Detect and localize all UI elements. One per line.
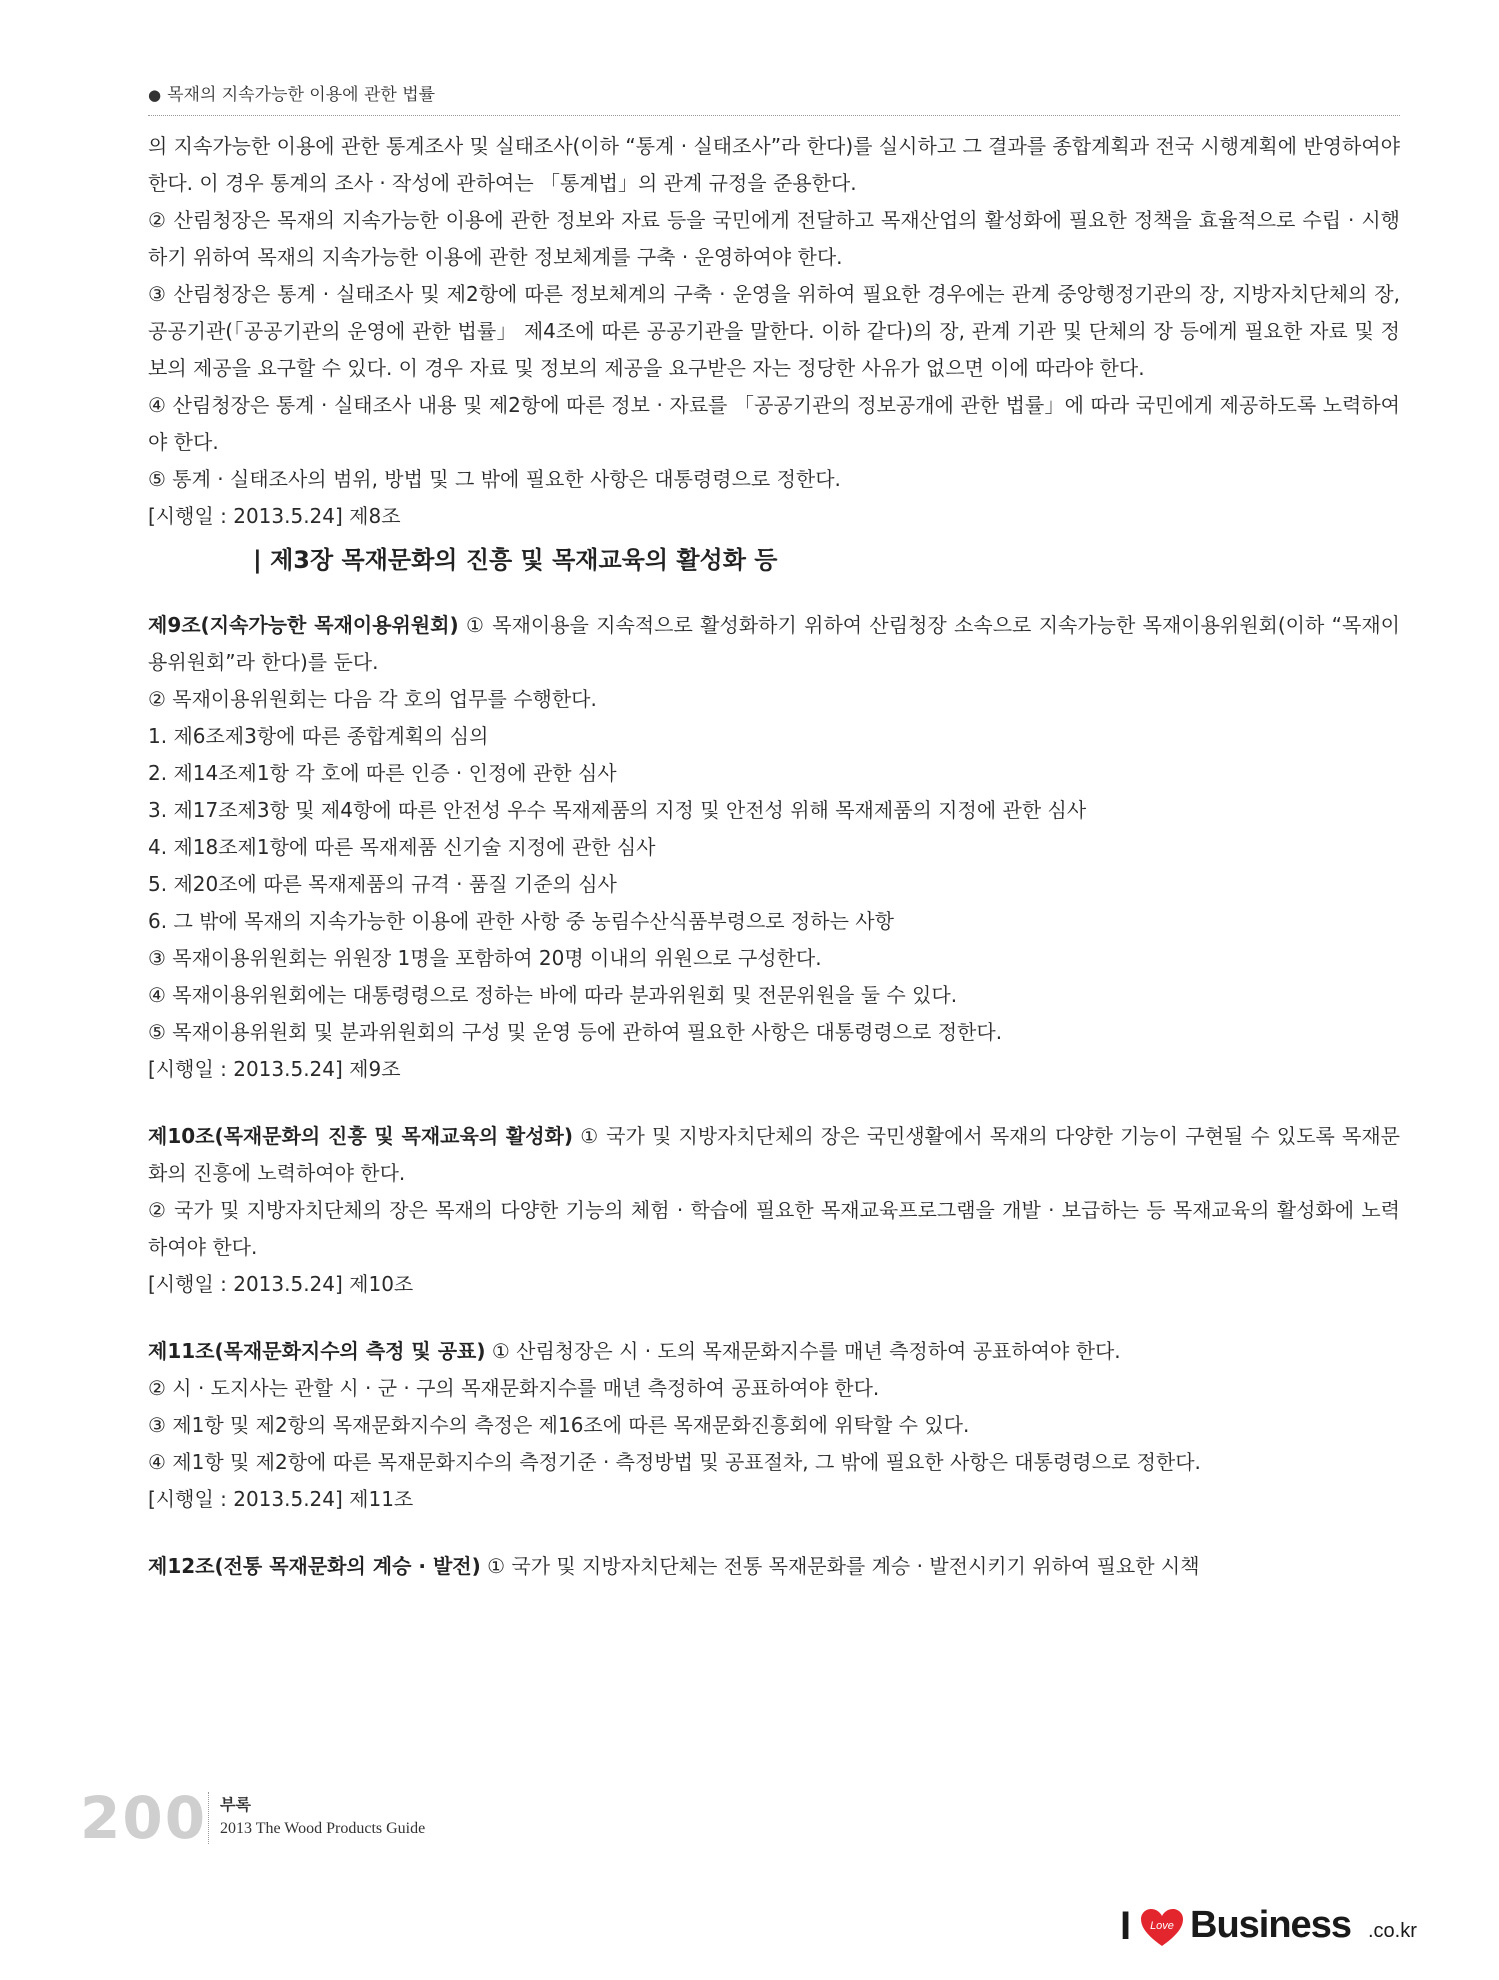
intro-paragraph-2: ② 산림청장은 목재의 지속가능한 이용에 관한 정보와 자료 등을 국민에게 전달하고 목재산업의 활성화에 필요한 정책을 효율적으로 수립 · 시행하기 위하여 목재의 지속가능한 이용에 관한 정보체계를 구축 · 운영하여야 한다. <box>148 208 1400 269</box>
article-10-effective-date: [시행일 : 2013.5.24] 제10조 <box>148 1272 414 1296</box>
article-10-paragraph-2: ② 국가 및 지방자치단체의 장은 목재의 다양한 기능의 체험 · 학습에 필요한 목재교육프로그램을 개발 · 보급하는 등 목재교육의 활성화에 노력하여야 한다. <box>148 1198 1400 1259</box>
article-9-item: 3. 제17조제3항 및 제4항에 따른 안전성 우수 목재제품의 지정 및 안전성 위해 목재제품의 지정에 관한 심사 <box>148 798 1087 822</box>
article-10-paragraph-1 <box>148 1118 1400 1192</box>
intro-paragraph-5: ⑤ 통계 · 실태조사의 범위, 방법 및 그 밖에 필요한 사항은 대통령령으로 정한다. <box>148 467 841 491</box>
intro-paragraph-4: ④ 산림청장은 통계 · 실태조사 내용 및 제2항에 따른 정보 · 자료를 「공공기관의 정보공개에 관한 법률」에 따라 국민에게 제공하도록 노력하여야 한다. <box>148 393 1400 454</box>
article-9-paragraph-2: ② 목재이용위원회는 다음 각 호의 업무를 수행한다. <box>148 687 597 711</box>
footer-section-label: 부록 <box>220 1795 251 1814</box>
article-9-paragraph-5: ⑤ 목재이용위원회 및 분과위원회의 구성 및 운영 등에 관하여 필요한 사항은 대통령령으로 정한다. <box>148 1020 1003 1044</box>
header-title: 목재의 지속가능한 이용에 관한 법률 <box>167 85 436 105</box>
article-9-paragraph-1 <box>148 607 1400 681</box>
footer-divider <box>208 1792 210 1844</box>
brand-logo-domain: .co.kr <box>1368 1920 1417 1942</box>
page-footer <box>80 1786 1420 1966</box>
article-11-effective-date: [시행일 : 2013.5.24] 제11조 <box>148 1487 414 1511</box>
article-9-paragraph-4: ④ 목재이용위원회에는 대통령령으로 정하는 바에 따라 분과위원회 및 전문위원을 둘 수 있다. <box>148 983 958 1007</box>
chapter-title: | 제3장 목재문화의 진흥 및 목재교육의 활성화 등 <box>253 546 778 574</box>
brand-logo-i: I <box>1120 1904 1132 1948</box>
article-9-text-1: ① 목재이용을 지속적으로 활성화하기 위하여 산림청장 소속으로 지속가능한 목재이용위원회(이하 “목재이용위원회”라 한다)를 둔다. <box>148 613 1400 674</box>
article-9-item: 4. 제18조제1항에 따른 목재제품 신기술 지정에 관한 심사 <box>148 835 656 859</box>
heart-icon <box>1140 1908 1184 1948</box>
article-11-text-1: ① 산림청장은 시 · 도의 목재문화지수를 매년 측정하여 공표하여야 한다. <box>485 1339 1121 1363</box>
article-10-title: 제10조(목재문화의 진흥 및 목재교육의 활성화) <box>148 1124 574 1148</box>
article-10-text-1: ① 국가 및 지방자치단체의 장은 국민생활에서 목재의 다양한 기능이 구현될 수 있도록 목재문화의 진흥에 노력하여야 한다. <box>148 1124 1400 1185</box>
article-12-paragraph-1 <box>148 1548 1400 1585</box>
article-9-item: 6. 그 밖에 목재의 지속가능한 이용에 관한 사항 중 농림수산식품부령으로 정하는 사항 <box>148 909 894 933</box>
article-11-paragraph-1 <box>148 1333 1400 1370</box>
article-11-paragraph-3: ③ 제1항 및 제2항의 목재문화지수의 측정은 제16조에 따른 목재문화진흥회에 위탁할 수 있다. <box>148 1413 970 1437</box>
article-9-item: 1. 제6조제3항에 따른 종합계획의 심의 <box>148 724 489 748</box>
document-body <box>148 128 1400 1585</box>
page-number: 200 <box>80 1784 208 1852</box>
footer-publication-title: 2013 The Wood Products Guide <box>220 1820 426 1837</box>
article-12-title: 제12조(전통 목재문화의 계승 · 발전) <box>148 1554 481 1578</box>
article-9-item: 2. 제14조제1항 각 호에 따른 인증 · 인정에 관한 심사 <box>148 761 617 785</box>
article-11-paragraph-2: ② 시 · 도지사는 관할 시 · 군 · 구의 목재문화지수를 매년 측정하여 공표하여야 한다. <box>148 1376 880 1400</box>
article-9-item: 5. 제20조에 따른 목재제품의 규격 · 품질 기준의 심사 <box>148 872 617 896</box>
header-bullet: ● <box>148 86 162 104</box>
intro-paragraph-1: 의 지속가능한 이용에 관한 통계조사 및 실태조사(이하 “통계 · 실태조사”라 한다)를 실시하고 그 결과를 종합계획과 전국 시행계획에 반영하여야 한다. 이 경우 통계의 조사 · 작성에 관하여는 「통계법」의 관계 규정을 준용한다. <box>148 134 1401 195</box>
article-9-paragraph-3: ③ 목재이용위원회는 위원장 1명을 포함하여 20명 이내의 위원으로 구성한다. <box>148 946 822 970</box>
intro-paragraph-3: ③ 산림청장은 통계 · 실태조사 및 제2항에 따른 정보체계의 구축 · 운영을 위하여 필요한 경우에는 관계 중앙행정기관의 장, 지방자치단체의 장, 공공기관(「공공기관의 운영에 관한 법률」 제4조에 따른 공공기관을 말한다. 이하 같다)의 장, 관계 기관 및 단체의 장 등에게 필요한 자료 및 정보의 제공을 요구할 수 있다. 이 경우 자료 및 정보의 제공을 요구받은 자는 정당한 사유가 없으면 이에 따라야 한다. <box>148 282 1400 380</box>
article-11-title: 제11조(목재문화지수의 측정 및 공표) <box>148 1339 486 1363</box>
article-9-title: 제9조(지속가능한 목재이용위원회) <box>148 613 459 637</box>
brand-logo-business: Business <box>1190 1904 1351 1946</box>
article-9-effective-date: [시행일 : 2013.5.24] 제9조 <box>148 1057 401 1081</box>
intro-effective-date: [시행일 : 2013.5.24] 제8조 <box>148 504 401 528</box>
running-header <box>148 80 1400 116</box>
article-11-paragraph-4: ④ 제1항 및 제2항에 따른 목재문화지수의 측정기준 · 측정방법 및 공표절차, 그 밖에 필요한 사항은 대통령령으로 정한다. <box>148 1450 1201 1474</box>
brand-logo-love: Love <box>1150 1920 1174 1932</box>
article-12-text-1: ① 국가 및 지방자치단체는 전통 목재문화를 계승 · 발전시키기 위하여 필요한 시책 <box>480 1554 1200 1578</box>
